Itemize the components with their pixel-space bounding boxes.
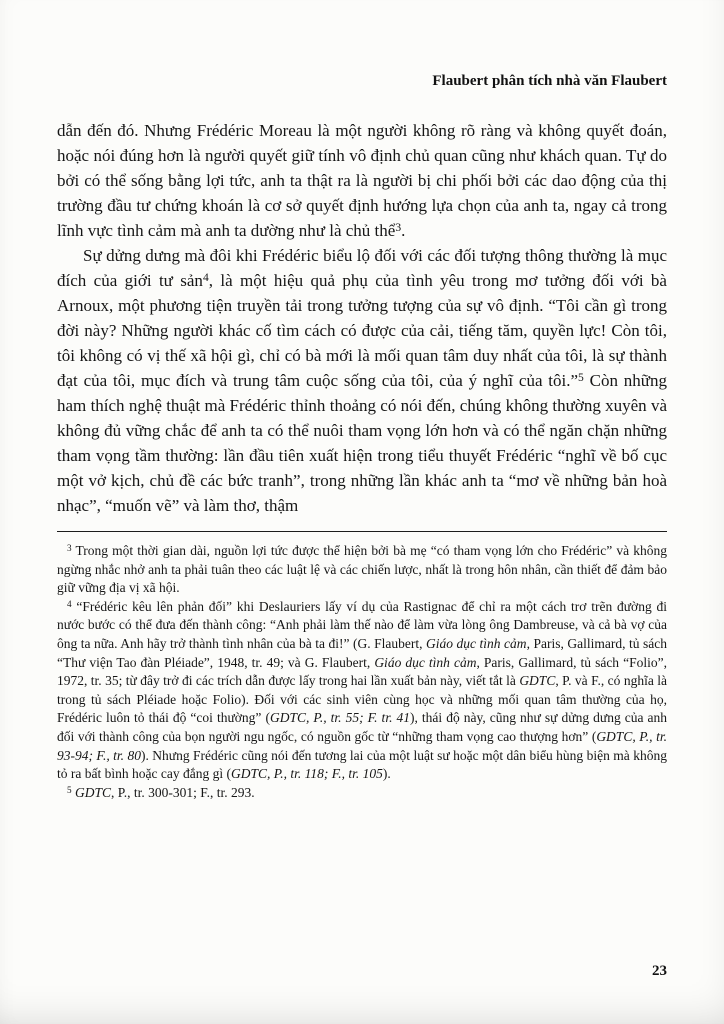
page-number: 23 (652, 963, 667, 979)
body-text (57, 118, 667, 518)
footnote-text: GDTC, P., tr. 300-301; F., tr. 293. (74, 784, 255, 800)
running-header: Flaubert phân tích nhà văn Flaubert (432, 73, 667, 89)
footnote (57, 598, 667, 784)
footnote (57, 784, 667, 803)
footnote (57, 542, 667, 598)
footnote-divider (57, 531, 667, 532)
paragraph: dẫn đến đó. Nhưng Frédéric Moreau là một người không rõ ràng và không quyết đoán, hoặc nói đúng hơn là người quyết giữ tính vô định chủ quan cũng như khách quan. Tự do bởi có thể sống bằng lợi tức, anh ta thật ra là người bị chi phối bởi các dao động của thị trường đầu tư chứng khoán là cơ sở quyết định hướng lựa chọn của anh ta, ngay cả trong lĩnh vực tình cảm mà anh ta dường như là chủ thể$^3$. (57, 121, 667, 240)
footnote-marker: 3 (67, 542, 72, 553)
footnote-marker: 5 (67, 784, 72, 795)
footnotes-section (57, 542, 667, 802)
footnote-text: Trong một thời gian dài, nguồn lợi tức được thể hiện bởi bà mẹ “có tham vọng lớn cho Frédéric” và không ngừng nhắc nhở anh ta phải tuân theo các luật lệ và các chiến lược, nhất là trong hôn nhân, cần thiết để đảm bảo giữ vững địa vị xã hội. (57, 543, 667, 596)
paragraph: Sự dửng dưng mà đôi khi Frédéric biểu lộ đối với các đối tượng thông thường là mục đích của giới tư sản$^4$, là một hiệu quả phụ của tình yêu trong mơ tưởng đối với bà Arnoux, một phương tiện truyền tải trong tưởng tượng của sự vô định. “Tôi cần gì trong đời này? Những người khác cố tìm cách có được của cải, tiếng tăm, quyền lực! Còn tôi, tôi không có vị thế xã hội gì, chỉ có bà mới là mối quan tâm duy nhất của tôi, là sự thành đạt của tôi, mục đích và trung tâm cuộc sống của tôi, của ý nghĩ của tôi.”$^5$ Còn những ham thích nghệ thuật mà Frédéric thỉnh thoảng có nói đến, chúng không thường xuyên và không đủ vững chắc để anh ta có thể nuôi tham vọng lớn hơn và có thể ngăn chặn những tham vọng tầm thường: lần đầu tiên xuất hiện trong tiểu thuyết Frédéric “nghĩ về bố cục một vở kịch, chủ đề các bức tranh”, trong những lần khác anh ta “mơ về những bản hoà nhạc”, “muốn vẽ” và làm thơ, thậm (57, 246, 667, 515)
footnote-text: “Frédéric kêu lên phản đối” khi Deslauriers lấy ví dụ của Rastignac để chỉ ra một cách trơ trẽn đường đi nước bước có thể đưa đến thành công: “Anh phải làm thế nào để làm vừa lòng ông Dambreuse, và cả bà vợ của ông ta nữa. Anh hãy trở thành tình nhân của bà ta đi!” (G. Flaubert, Giáo dục tình cảm, Paris, Gallimard, tủ sách “Thư viện Tao đàn Pléiade”, 1948, tr. 49; và G. Flaubert, Giáo dục tình cảm, Paris, Gallimard, tủ sách “Folio”, 1972, tr. 35; từ đây trở đi các trích dẫn được lấy trong hai lần xuất bản này, viết tắt là GDTC, P. và F., có nghĩa là trong tủ sách Pléiade hoặc Folio). Đối với các sinh viên cùng học và những mối quan tâm thường của họ, Frédéric luôn tỏ thái độ “coi thường” (GDTC, P., tr. 55; F. tr. 41), thái độ này, cũng như sự dửng dưng của anh đối với thành công của bọn người ngu ngốc, có nguồn gốc từ “những tham vọng cao thượng hơn” (GDTC, P., tr. 93-94; F., tr. 80). Nhưng Frédéric cũng nói đến tương lai của một luật sư hoặc một dân biểu hùng biện mà không tỏ ra bất bình hoặc cay đắng gì (GDTC, P., tr. 118; F., tr. 105). (57, 598, 668, 782)
footnote-marker: 4 (67, 598, 72, 609)
